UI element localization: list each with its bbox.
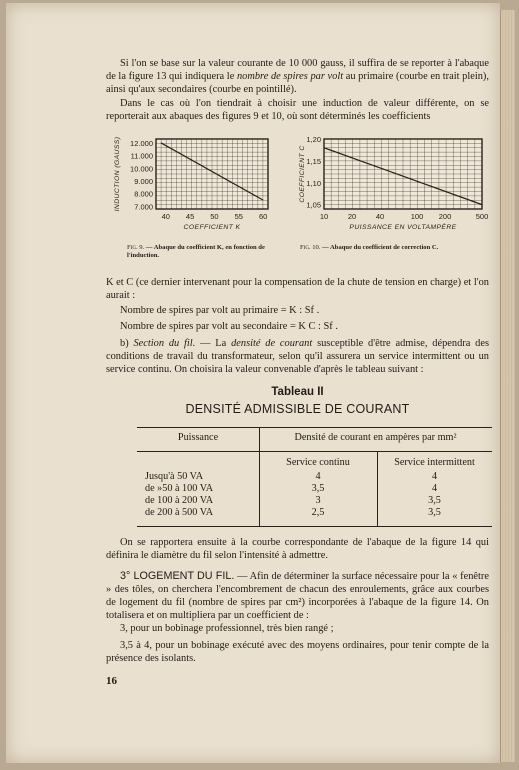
paragraph-8 (106, 639, 489, 665)
p4-em1: Section du fil. (133, 338, 196, 349)
table-cell-i: 4 (431, 471, 438, 482)
paragraph-4 (106, 337, 489, 376)
paragraph-6 (106, 570, 489, 622)
p1-text: Si l'on se base sur la valeur courante de 10 000 gauss, il suffira de se reporter à l'abaque de la figure 13 qui indiquera le (106, 58, 489, 82)
x-tick-label: 50 (210, 212, 219, 221)
y-tick-label: 11.000 (130, 151, 153, 161)
x-tick-label: 60 (258, 212, 268, 221)
paragraph-1 (106, 57, 489, 96)
x-tick-label: 100 (410, 212, 424, 221)
fig10-caption-text: — Abaque du coefficient de correction C. (322, 244, 439, 251)
table-header-puissance: Puissance (177, 432, 219, 443)
y-tick-label: 1,15 (306, 156, 321, 166)
x-tick-label: 55 (234, 212, 243, 221)
f2-text: Nombre de spires par volt au secondaire = K C : Sf . (120, 321, 338, 332)
table-cell-p: de »50 à 100 VA (145, 483, 214, 494)
y-tick-label: 8.000 (134, 189, 153, 199)
table-col-puissance (145, 471, 257, 519)
p7-text: 3, pour un bobinage professionnel, très bien rangé ; (120, 623, 334, 634)
table-cell-c: 3,5 (311, 483, 325, 494)
y-axis-label: COEFFICIENT C (299, 145, 306, 203)
y-axis-label: INDUCTION (GAUSS) (114, 136, 121, 212)
fig9-caption-text: — Abaque du coefficient K, en fonction de l'induction. (127, 244, 265, 259)
table-header-densite: Densité de courant en ampères par mm² (294, 432, 457, 443)
table-cell-c: 3 (315, 495, 321, 506)
formula-secondary (106, 320, 489, 333)
fig10-caption (300, 244, 490, 252)
y-tick-label: 1,10 (306, 178, 321, 188)
fig9-chart (110, 133, 276, 237)
table-subtitle: DENSITÉ ADMISSIBLE DE COURANT (185, 402, 410, 416)
fig10-caption-num: Fig. 10. (300, 244, 321, 251)
p8-text: 3,5 à 4, pour un bobinage exécuté avec des moyens ordinaires, pour tenir compte de la présence des isolants. (106, 640, 489, 664)
table-cell-c: 2,5 (311, 507, 325, 518)
p5-text: On se rapportera ensuite à la courbe correspondante de l'abaque de la figure 14 qui définira le diamètre du fil selon l'intensité à admettre. (106, 537, 489, 561)
p4-a: — La (200, 338, 227, 349)
x-axis-label: COEFFICIENT K (183, 224, 241, 231)
fig10-chart (294, 133, 496, 237)
table-col-intermittent (377, 471, 492, 519)
y-tick-label: 1,20 (306, 135, 321, 144)
f1-text: Nombre de spires par volt au primaire = K : Sf . (120, 305, 320, 316)
p4-em2: densité de courant (231, 338, 313, 349)
page-number: 16 (106, 675, 117, 687)
table-cell-p: de 200 à 500 VA (145, 507, 214, 518)
p6-text: — Afin de déterminer la surface nécessaire pour la « fenêtre » des tôles, on cherchera l'encombrement de chacun des enroulements, grâce aux courbes de logement du fil (nombre de spires par cm²) incorporées à l'abaque de la figure 14. On totalisera et on multipliera par un coefficient de : (106, 571, 489, 621)
y-tick-label: 10.000 (130, 164, 153, 174)
y-tick-label: 12.000 (130, 138, 153, 148)
y-tick-label: 1,05 (306, 200, 321, 210)
table-top-rule (137, 427, 492, 428)
table-cell-i: 3,5 (428, 495, 441, 506)
table-cell-c: 4 (315, 471, 321, 482)
x-axis-label: PUISSANCE EN VOLTAMPÈRE (349, 224, 457, 231)
table-header-intermittent: Service intermittent (394, 457, 475, 468)
x-tick-label: 200 (438, 212, 452, 221)
x-tick-label: 20 (347, 212, 357, 221)
x-tick-label: 500 (475, 212, 489, 221)
table-cell-p: de 100 à 200 VA (145, 495, 214, 506)
formula-primary (106, 304, 489, 317)
p4-b: susceptible d'être admise, dépendra des conditions de travail du transformateur, selon qu'il assurera un service intermittent ou un service continu. On choisira la valeur convenable d'après le tableau suivant : (106, 338, 490, 375)
fig9-caption (127, 244, 277, 260)
p6-heading: 3° LOGEMENT DU FIL. (120, 570, 235, 582)
x-tick-label: 10 (319, 212, 329, 221)
fig9-caption-num: Fig. 9. (127, 244, 145, 251)
page-edges (500, 10, 515, 762)
table-cell-i: 3,5 (428, 507, 441, 518)
x-tick-label: 45 (185, 212, 195, 221)
y-tick-label: 9.000 (134, 177, 153, 186)
x-tick-label: 40 (161, 212, 170, 221)
p1-emphasis: nombre de spires par volt (236, 71, 344, 82)
paragraph-2 (106, 97, 489, 123)
density-table (137, 427, 492, 527)
table-title: Tableau II (271, 386, 324, 398)
p3-text: K et C (ce dernier intervenant pour la compensation de la chute de tension en charge) et l'on aurait : (106, 277, 489, 301)
y-tick-label: 7.000 (134, 202, 153, 212)
table-bottom-rule (137, 526, 492, 527)
x-tick-label: 40 (375, 212, 385, 221)
p2-text: Dans le cas où l'on tiendrait à choisir une induction de valeur différente, on se reporterait aux abaques des figures 9 et 10, où sont déterminés les coefficients (106, 98, 489, 122)
paragraph-5 (106, 536, 489, 562)
table-header-continu: Service continu (286, 457, 350, 468)
table-cell-p: Jusqu'à 50 VA (145, 471, 204, 482)
paragraph-3 (106, 276, 489, 302)
p4-lead: b) (120, 338, 129, 349)
table-cell-i: 4 (431, 483, 438, 494)
paragraph-7 (106, 622, 489, 635)
p1-end: au primaire (courbe en trait plein), ainsi qu'aux secondaires (courbe en pointillé). (106, 71, 489, 95)
table-col-continu (259, 471, 377, 519)
table-mid-rule (137, 451, 492, 452)
